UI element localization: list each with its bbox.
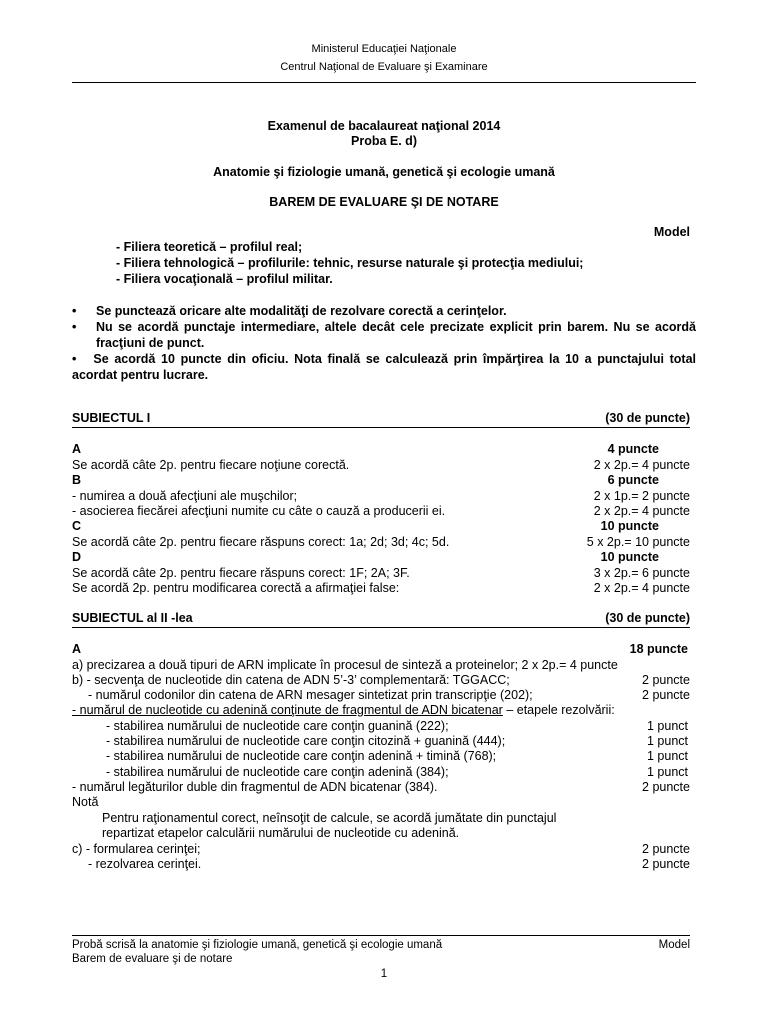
filiera-teoretica: - Filiera teoretică – profilul real; [116, 240, 303, 254]
note-label: Notă [72, 795, 99, 809]
score-text [72, 703, 615, 718]
score-points: 3 x 2p.= 6 puncte [593, 566, 690, 580]
score-points: 2 puncte [642, 842, 690, 856]
score-text: c) - formularea cerinţei; [72, 842, 201, 856]
score-text: - asocierea fiecărei afecţiuni numite cu câte o cauză a producerii ei. [72, 504, 446, 518]
filiera-tehnologica: - Filiera tehnologică – profilurile: tehnic, resurse naturale şi protecţia mediului; [116, 256, 584, 270]
subiect2-title: SUBIECTUL al II -lea [72, 611, 193, 625]
score-text: Se acordă câte 2p. pentru fiecare noţiune corectă. [72, 458, 350, 472]
section-points: 6 puncte [607, 473, 659, 487]
score-text: a) precizarea a două tipuri de ARN implicate în procesul de sinteză a proteinelor; 2 x 2p.= 4 puncte [72, 658, 618, 672]
score-text: b) - secvenţa de nucleotide din catena de ADN 5’-3’ complementară: TGGACC; [72, 673, 510, 687]
score-points: 2 x 2p.= 4 puncte [593, 504, 690, 518]
model-label: Model [653, 225, 690, 239]
score-points: 2 puncte [642, 857, 690, 871]
score-points: 1 punct [646, 749, 688, 763]
barem-title: BAREM DE EVALUARE ŞI DE NOTARE [269, 195, 499, 209]
rule-text: Nu se acordă punctaje intermediare, altele decât cele precizate explicit prin barem. Nu se acordă fracţiuni de punct. [96, 320, 696, 350]
score-text: Se acordă 2p. pentru modificarea corectă a afirmaţiei false: [72, 581, 400, 595]
score-text: - numărul codonilor din catena de ARN mesager sintetizat prin transcripţie (202); [88, 688, 533, 702]
rule-text: Se acordă 10 puncte din oficiu. Nota finală se calculează prin împărţirea la 10 a punctajului total acordat pentru lucrare. [72, 352, 696, 382]
subiect1-underline [72, 427, 690, 428]
bullet-icon: • [72, 304, 77, 318]
filiera-vocationala: - Filiera vocaţională – profilul militar. [116, 272, 333, 286]
section-label: D [72, 550, 82, 564]
score-points: 1 punct [646, 719, 688, 733]
score-text-rest: – etapele rezolvării: [502, 703, 615, 717]
score-text: - stabilirea numărului de nucleotide care conţin adenină + timină (768); [106, 749, 497, 763]
score-text: Se acordă câte 2p. pentru fiecare răspuns corect: 1a; 2d; 3d; 4c; 5d. [72, 535, 450, 549]
score-text: - rezolvarea cerinţei. [88, 857, 202, 871]
score-points: 1 punct [646, 734, 688, 748]
subiect2-underline [72, 627, 690, 628]
header-rule [72, 82, 696, 83]
subiect1-title: SUBIECTUL I [72, 411, 151, 425]
rule-item [72, 303, 696, 319]
footer-rule [72, 935, 690, 936]
bullet-icon: • [72, 352, 77, 366]
proba-title: Proba E. d) [351, 134, 417, 148]
section-points: 4 puncte [607, 442, 659, 456]
rule-item [72, 319, 696, 351]
section-label: A [72, 642, 82, 656]
section-label: C [72, 519, 82, 533]
rule-item [72, 351, 696, 383]
score-text: Se acordă câte 2p. pentru fiecare răspuns corect: 1F; 2A; 3F. [72, 566, 410, 580]
header-center: Centrul Naţional de Evaluare şi Examinare [280, 61, 488, 73]
score-text: - numărul legăturilor duble din fragmentul de ADN bicatenar (384). [72, 780, 438, 794]
note-text: Pentru raţionamentul corect, neînsoţit de calcule, se acordă jumătate din punctajul [102, 811, 557, 825]
subject-title: Anatomie şi fiziologie umană, genetică şi ecologie umană [213, 165, 555, 179]
subiect1-points: (30 de puncte) [605, 411, 690, 425]
section-points: 10 puncte [600, 519, 659, 533]
exam-title: Examenul de bacalaureat naţional 2014 [267, 119, 501, 133]
score-text: - stabilirea numărului de nucleotide care conţin guanină (222); [106, 719, 449, 733]
note-text: repartizat etapelor calculării numărului de nucleotide cu adenină. [102, 826, 460, 840]
section-points: 18 puncte [629, 642, 688, 656]
score-points: 2 x 2p.= 4 puncte [593, 581, 690, 595]
rule-text: Se punctează oricare alte modalităţi de rezolvare corectă a cerinţelor. [96, 304, 507, 318]
section-label: A [72, 442, 82, 456]
score-points: 2 x 1p.= 2 puncte [593, 489, 690, 503]
bullet-icon: • [72, 320, 77, 334]
score-text: - stabilirea numărului de nucleotide care conţin adenină (384); [106, 765, 449, 779]
footer-barem: Barem de evaluare şi de notare [72, 953, 233, 965]
subiect2-points: (30 de puncte) [605, 611, 690, 625]
footer-model: Model [658, 939, 690, 951]
page-number: 1 [380, 968, 388, 980]
score-text: - stabilirea numărului de nucleotide care conţin citozină + guanină (444); [106, 734, 506, 748]
section-points: 10 puncte [600, 550, 659, 564]
score-text: - numirea a două afecţiuni ale muşchilor; [72, 489, 298, 503]
score-points: 2 puncte [642, 673, 690, 687]
rules-list [72, 303, 696, 383]
header-ministry: Ministerul Educaţiei Naţionale [311, 43, 457, 55]
score-points: 5 x 2p.= 10 puncte [586, 535, 690, 549]
score-points: 2 puncte [642, 688, 690, 702]
footer-exam: Probă scrisă la anatomie şi fiziologie umană, genetică şi ecologie umană [72, 939, 443, 951]
score-points: 1 punct [646, 765, 688, 779]
score-points: 2 x 2p.= 4 puncte [593, 458, 690, 472]
section-label: B [72, 473, 82, 487]
underlined-text: - numărul de nucleotide cu adenină conţinute de fragmentul de ADN bicatenar [72, 703, 503, 717]
score-points: 2 puncte [642, 780, 690, 794]
